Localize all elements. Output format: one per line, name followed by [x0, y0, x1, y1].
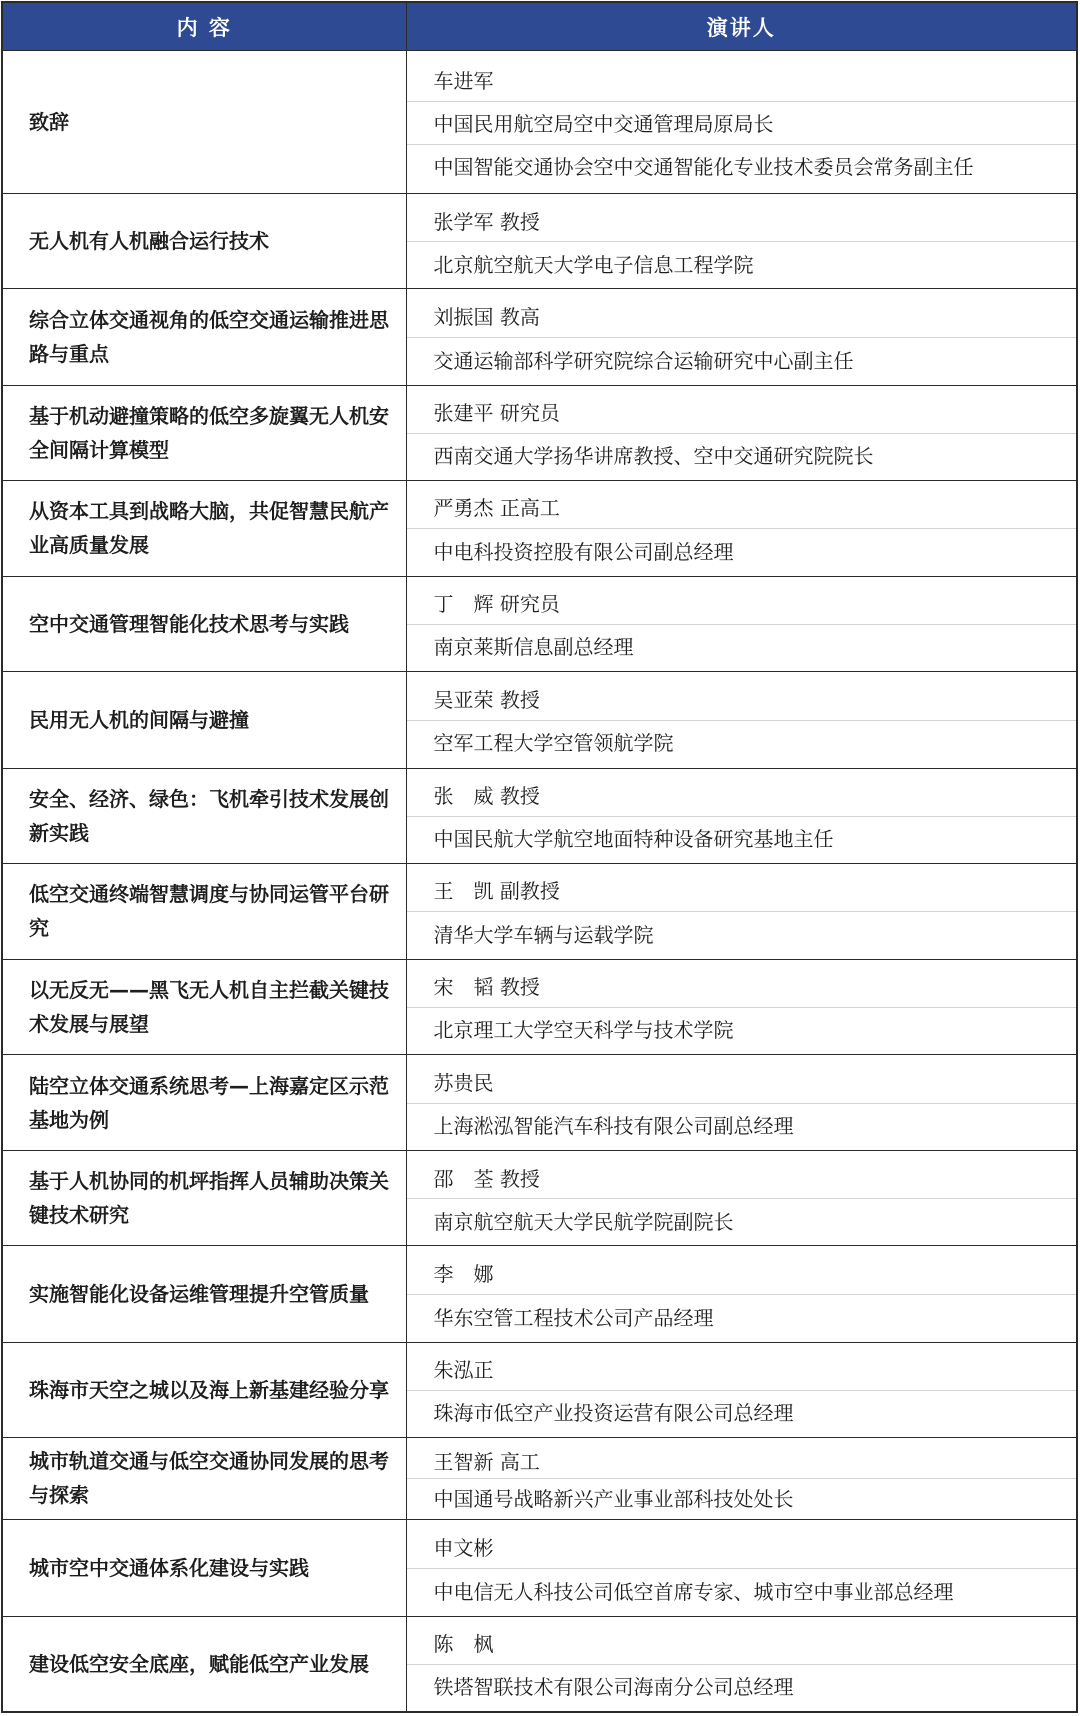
speaker-name: 丁 辉 研究员 — [433, 592, 560, 617]
table-row — [2, 51, 1077, 194]
speaker-cell — [406, 672, 1077, 768]
talk-topic: 致辞 — [2, 51, 406, 194]
speaker-cell — [406, 863, 1077, 959]
speaker-cell — [406, 51, 1077, 194]
table-row — [2, 289, 1077, 385]
talk-topic: 基于机动避撞策略的低空多旋翼无人机安全间隔计算模型 — [2, 385, 406, 480]
speaker-affiliation: 空军工程大学空管领航学院 — [407, 720, 1077, 763]
speaker-affiliation: 华东空管工程技术公司产品经理 — [407, 1294, 1077, 1337]
speaker-name: 王 凯 副教授 — [433, 879, 560, 904]
talk-topic: 从资本工具到战略大脑，共促智慧民航产业高质量发展 — [2, 480, 406, 576]
speaker-affiliation: 交通运输部科学研究院综合运输研究中心副主任 — [407, 337, 1077, 380]
speaker-affiliation: 中国智能交通协会空中交通智能化专业技术委员会常务副主任 — [407, 144, 1077, 187]
speaker-affiliation: 南京航空航天大学民航学院副院长 — [407, 1198, 1077, 1241]
table-row — [2, 1617, 1077, 1712]
speaker-name: 车进军 — [433, 68, 494, 93]
speaker-cell — [406, 1055, 1077, 1151]
speaker-affiliation: 中电信无人科技公司低空首席专家、城市空中事业部总经理 — [407, 1568, 1077, 1612]
talk-topic: 无人机有人机融合运行技术 — [2, 194, 406, 289]
speaker-name: 邵 荃 教授 — [433, 1166, 540, 1191]
table-row — [2, 1342, 1077, 1437]
table-row — [2, 480, 1077, 576]
speaker-cell — [406, 577, 1077, 672]
speaker-cell — [406, 480, 1077, 576]
table-header — [2, 2, 1077, 51]
speaker-affiliation: 上海淞泓智能汽车科技有限公司副总经理 — [407, 1103, 1077, 1146]
speaker-name: 张 威 教授 — [433, 783, 540, 808]
table-row — [2, 1246, 1077, 1342]
speaker-name: 朱泓正 — [433, 1358, 494, 1383]
speaker-name: 严勇杰 正高工 — [433, 496, 560, 521]
speaker-name: 刘振国 教高 — [433, 305, 540, 330]
speaker-name: 张建平 研究员 — [433, 401, 560, 426]
table-body — [2, 51, 1077, 1713]
speaker-affiliation: 西南交通大学扬华讲席教授、空中交通研究院院长 — [407, 433, 1077, 476]
speaker-cell — [406, 959, 1077, 1054]
speaker-name: 申文彬 — [433, 1535, 494, 1560]
table-row — [2, 194, 1077, 289]
speaker-affiliation: 中国民用航空局空中交通管理局原局长 — [407, 101, 1077, 144]
speaker-cell — [406, 194, 1077, 289]
table-row — [2, 768, 1077, 863]
speaker-cell — [406, 768, 1077, 863]
speaker-cell — [406, 1617, 1077, 1712]
talk-topic: 珠海市天空之城以及海上新基建经验分享 — [2, 1342, 406, 1437]
speaker-affiliation: 清华大学车辆与运载学院 — [407, 911, 1077, 954]
talk-topic: 基于人机协同的机坪指挥人员辅助决策关键技术研究 — [2, 1151, 406, 1246]
talk-topic: 民用无人机的间隔与避撞 — [2, 672, 406, 768]
speaker-name: 吴亚荣 教授 — [433, 687, 540, 712]
speaker-name: 宋 韬 教授 — [433, 975, 540, 1000]
speaker-cell — [406, 1437, 1077, 1519]
speaker-cell — [406, 1246, 1077, 1342]
table-row — [2, 672, 1077, 768]
content-column-header: 内 容 — [2, 2, 406, 51]
speaker-cell — [406, 1151, 1077, 1246]
speaker-affiliation: 中电科投资控股有限公司副总经理 — [407, 528, 1077, 571]
speaker-cell — [406, 289, 1077, 385]
talk-topic: 空中交通管理智能化技术思考与实践 — [2, 577, 406, 672]
talk-topic: 城市轨道交通与低空交通协同发展的思考与探索 — [2, 1437, 406, 1519]
speaker-affiliation: 中国民航大学航空地面特种设备研究基地主任 — [407, 816, 1077, 859]
speaker-name: 苏贵民 — [433, 1070, 494, 1095]
speaker-schedule-table — [1, 1, 1078, 1713]
table-row — [2, 863, 1077, 959]
table-row — [2, 1437, 1077, 1519]
speaker-name: 李 娜 — [433, 1262, 494, 1287]
talk-topic: 城市空中交通体系化建设与实践 — [2, 1519, 406, 1616]
talk-topic: 以无反无——黑飞无人机自主拦截关键技术发展与展望 — [2, 959, 406, 1054]
speaker-affiliation: 北京航空航天大学电子信息工程学院 — [407, 241, 1077, 284]
speaker-cell — [406, 1519, 1077, 1616]
speaker-affiliation: 珠海市低空产业投资运营有限公司总经理 — [407, 1390, 1077, 1433]
speaker-affiliation: 南京莱斯信息副总经理 — [407, 624, 1077, 667]
speaker-name: 王智新 高工 — [433, 1449, 540, 1474]
header-row — [2, 2, 1077, 51]
talk-topic: 低空交通终端智慧调度与协同运管平台研究 — [2, 863, 406, 959]
speaker-name: 陈 枫 — [433, 1632, 494, 1657]
talk-topic: 陆空立体交通系统思考—上海嘉定区示范基地为例 — [2, 1055, 406, 1151]
speaker-cell — [406, 385, 1077, 480]
table-row — [2, 1151, 1077, 1246]
speaker-affiliation: 北京理工大学空天科学与技术学院 — [407, 1007, 1077, 1050]
speaker-affiliation: 中国通号战略新兴产业事业部科技处处长 — [407, 1478, 1077, 1515]
table-row — [2, 1055, 1077, 1151]
talk-topic: 安全、经济、绿色：飞机牵引技术发展创新实践 — [2, 768, 406, 863]
talk-topic: 建设低空安全底座，赋能低空产业发展 — [2, 1617, 406, 1712]
speaker-affiliation: 铁塔智联技术有限公司海南分公司总经理 — [407, 1664, 1077, 1707]
table-row — [2, 385, 1077, 480]
talk-topic: 实施智能化设备运维管理提升空管质量 — [2, 1246, 406, 1342]
speaker-column-header: 演讲人 — [406, 2, 1077, 51]
speaker-name: 张学军 教授 — [433, 209, 540, 234]
table-row — [2, 959, 1077, 1054]
table-row — [2, 1519, 1077, 1616]
talk-topic: 综合立体交通视角的低空交通运输推进思路与重点 — [2, 289, 406, 385]
table-row — [2, 577, 1077, 672]
speaker-cell — [406, 1342, 1077, 1437]
